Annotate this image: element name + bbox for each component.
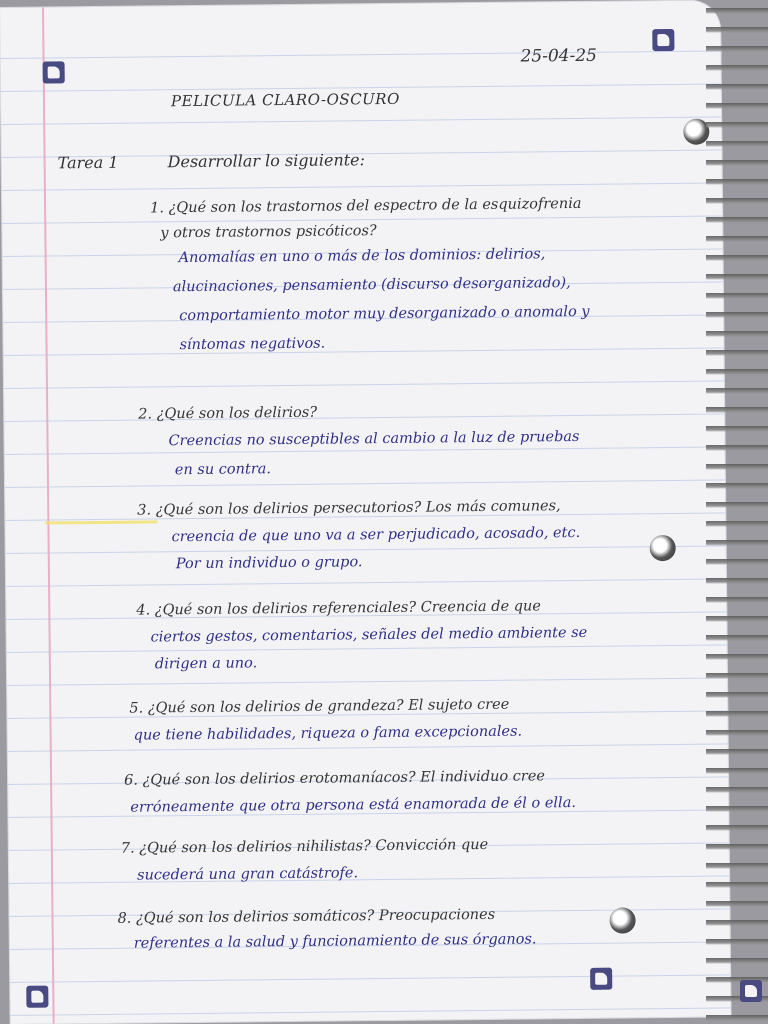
question-text: y otros trastornos psicóticos? (160, 223, 377, 242)
brand-logo-icon (740, 980, 762, 1002)
question-text: 2. ¿Qué son los delirios? (138, 404, 318, 423)
answer-text: en su contra. (174, 461, 272, 479)
question-6 (124, 760, 576, 825)
question-text: 8. ¿Qué son los delirios somáticos? Preocupaciones (117, 906, 496, 927)
question-7 (121, 829, 489, 893)
answer-text: síntomas negativos. (179, 335, 326, 354)
brand-logo-icon (590, 968, 612, 990)
task-instruction: Desarrollar lo siguiente: (167, 150, 366, 172)
question-5 (129, 689, 522, 753)
date: 25-04-25 (520, 45, 598, 67)
question-8 (117, 898, 536, 960)
brand-logo-icon (43, 61, 65, 83)
question-1 (150, 188, 590, 363)
margin-line (42, 8, 55, 1024)
question-4 (136, 590, 587, 682)
answer-text: erróneamente que otra persona está enamorada de él o ella. (130, 795, 576, 816)
question-text: 5. ¿Qué son los delirios de grandeza? El sujeto cree (129, 696, 510, 717)
page-title: PELICULA CLARO-OSCURO (170, 89, 400, 111)
answer-text: alucinaciones, pensamiento (discurso desorganizado), (172, 275, 571, 296)
question-text: 1. ¿Qué son los trastornos del espectro de la esquizofrenia (150, 195, 582, 217)
spiral-binding (706, 0, 768, 1024)
answer-text: creencia de que uno va a ser perjudicado, acosado, etc. (171, 524, 581, 546)
answer-text: Anomalías en uno o más de los dominios: delirios, (178, 246, 546, 267)
question-text: 3. ¿Qué son los delirios persecutorios? Los más comunes, (137, 498, 561, 519)
answer-text: dirigen a uno. (154, 655, 258, 673)
question-text: 7. ¿Qué son los delirios nihilistas? Convicción que (120, 836, 489, 857)
binder-hole (609, 907, 635, 933)
brand-logo-icon (652, 29, 674, 51)
answer-text: sucederá una gran catástrofe. (137, 865, 359, 884)
brand-logo-icon (26, 986, 48, 1008)
answer-text: ciertos gestos, comentarios, señales del medio ambiente se (150, 624, 588, 646)
binder-hole (650, 535, 676, 561)
answer-text: que tiene habilidades, riqueza o fama excepcionales. (133, 723, 523, 744)
question-3 (137, 490, 581, 582)
question-text: 4. ¿Qué son los delirios referenciales? Creencia de que (136, 598, 542, 619)
question-text: 6. ¿Qué son los delirios erotomaníacos? El individuo cree (124, 768, 546, 789)
question-2 (138, 394, 580, 488)
task-label: Tarea 1 (57, 152, 119, 173)
answer-text: Creencias no susceptibles al cambio a la luz de pruebas (168, 428, 580, 450)
answer-text: referentes a la salud y funcionamiento de sus órganos. (133, 931, 537, 952)
answer-text: comportamiento motor muy desorganizado o anomalo y (179, 303, 590, 325)
answer-text: Por un individuo o grupo. (175, 554, 363, 573)
